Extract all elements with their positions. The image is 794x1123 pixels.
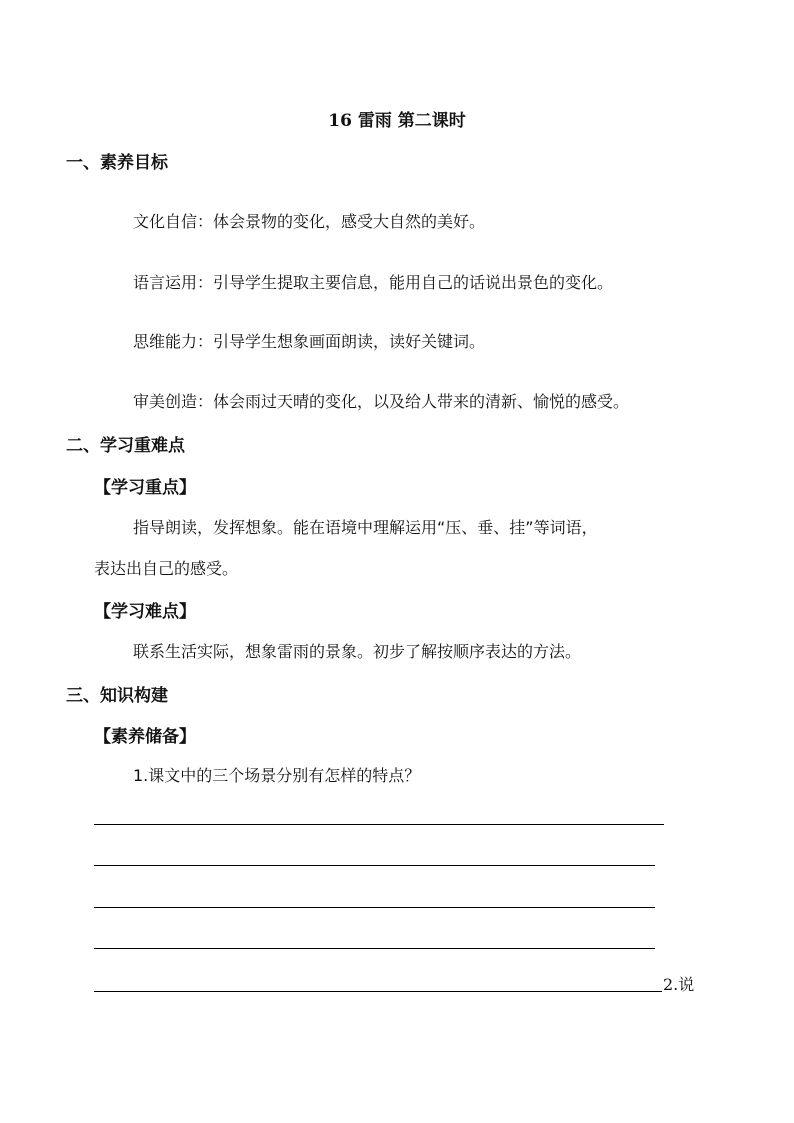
section-heading-key-difficult: 二、学习重难点 bbox=[66, 436, 185, 456]
key-points-text-line2: 表达出自己的感受。 bbox=[94, 559, 239, 578]
question-1: 1.课文中的三个场景分别有怎样的特点？ bbox=[133, 766, 421, 785]
answer-line[interactable] bbox=[94, 824, 664, 825]
goal-cultural-confidence: 文化自信：体会景物的变化，感受大自然的美好。 bbox=[133, 212, 486, 231]
reserve-label: 【素养储备】 bbox=[94, 727, 196, 747]
key-points-text-line1: 指导朗读，发挥想象。能在语境中理解运用“压、垂、挂”等词语， bbox=[133, 518, 598, 537]
goal-aesthetic-creation: 审美创造：体会雨过天晴的变化，以及给人带来的清新、愉悦的感受。 bbox=[133, 392, 630, 411]
section-heading-goals: 一、素养目标 bbox=[66, 153, 168, 173]
key-points-label: 【学习重点】 bbox=[94, 478, 196, 498]
goal-language-use: 语言运用：引导学生提取主要信息，能用自己的话说出景色的变化。 bbox=[133, 273, 614, 292]
answer-line[interactable] bbox=[94, 948, 655, 949]
answer-line[interactable] bbox=[94, 907, 655, 908]
answer-line[interactable] bbox=[94, 865, 655, 866]
page-title: 16 雷雨 第二课时 bbox=[328, 111, 466, 131]
answer-line[interactable] bbox=[94, 991, 662, 992]
difficulties-label: 【学习难点】 bbox=[94, 602, 196, 622]
question-2-start: 2.说 bbox=[663, 975, 695, 994]
difficulties-text: 联系生活实际，想象雷雨的景象。初步了解按顺序表达的方法。 bbox=[133, 642, 582, 661]
section-heading-knowledge: 三、知识构建 bbox=[66, 686, 168, 706]
goal-thinking-ability: 思维能力：引导学生想象画面朗读，读好关键词。 bbox=[133, 332, 486, 351]
